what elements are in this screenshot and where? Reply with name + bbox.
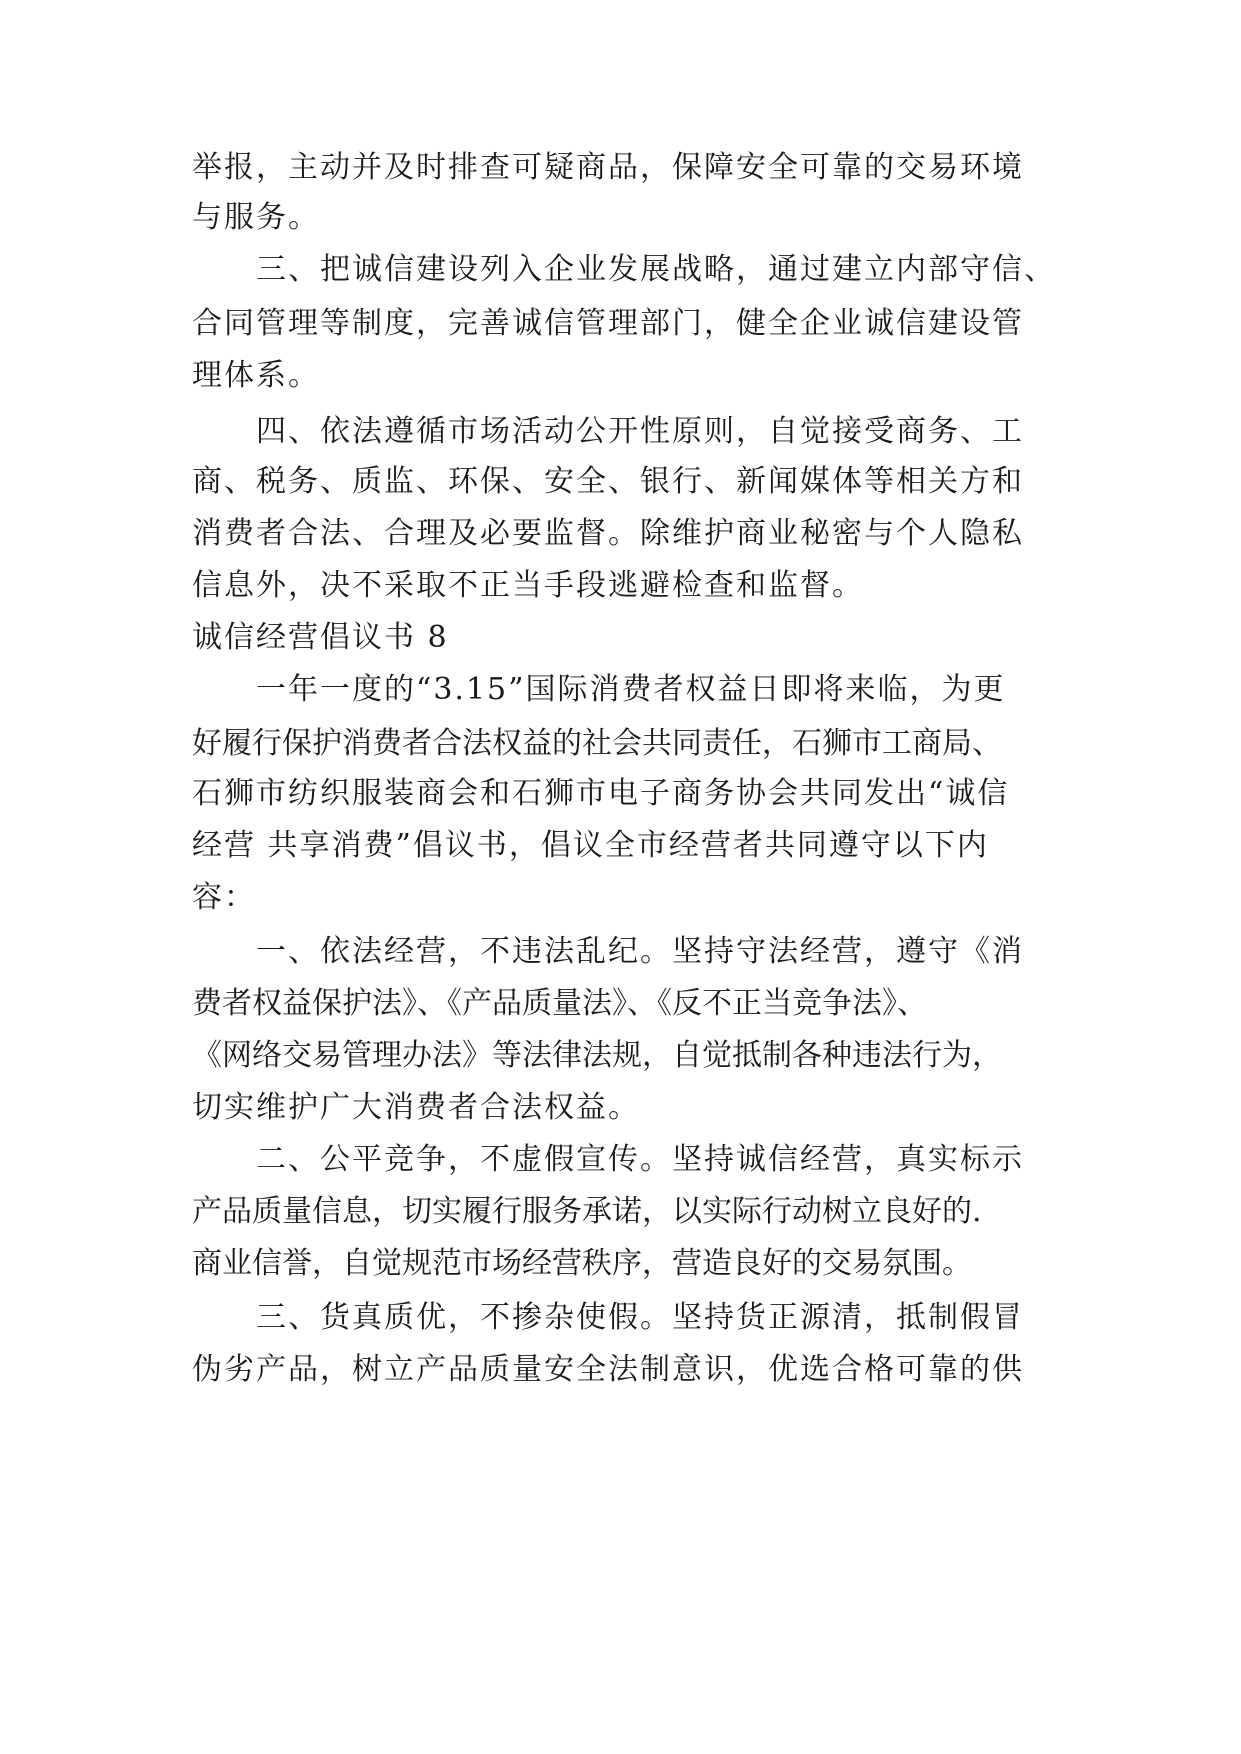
paragraph-line: 石狮市纺织服装商会和石狮市电子商务协会共同发出“诚信 bbox=[192, 776, 1010, 811]
paragraph-line: 消费者合法、合理及必要监督。除维护商业秘密与个人隐私 bbox=[192, 516, 1024, 551]
paragraph-line: 好履行保护消费者合法权益的社会共同责任，石狮市工商局、 bbox=[192, 726, 1002, 761]
paragraph-line: 三、把诚信建设列入企业发展战略，通过建立内部守信、 bbox=[256, 252, 1056, 287]
paragraph-line: 费者权益保护法》、《产品质量法》、《反不正当竞争法》、 bbox=[192, 986, 927, 1021]
paragraph-line: 合同管理等制度，完善诚信管理部门，健全企业诚信建设管 bbox=[192, 306, 1024, 341]
paragraph-line: 经营 共享消费”倡议书，倡议全市经营者共同遵守以下内 bbox=[192, 828, 989, 863]
paragraph-line: 一、依法经营，不违法乱纪。坚持守法经营，遵守《消 bbox=[256, 934, 1024, 969]
paragraph-line: 切实维护广大消费者合法权益。 bbox=[192, 1090, 640, 1125]
paragraph-line: 三、货真质优，不掺杂使假。坚持货正源清，抵制假冒 bbox=[256, 1300, 1024, 1335]
paragraph-line: 举报，主动并及时排查可疑商品，保障安全可靠的交易环境 bbox=[192, 150, 1024, 185]
paragraph-line: 伪劣产品，树立产品质量安全法制意识，优选合格可靠的供 bbox=[192, 1352, 1024, 1387]
section-title: 诚信经营倡议书 8 bbox=[192, 620, 449, 655]
paragraph-line: 二、公平竞争，不虚假宣传。坚持诚信经营，真实标示 bbox=[256, 1142, 1024, 1177]
paragraph-line: 信息外，决不采取不正当手段逃避检查和监督。 bbox=[192, 568, 864, 603]
paragraph-line: 容： bbox=[192, 880, 256, 915]
paragraph-line: 一年一度的“3.15”国际消费者权益日即将来临，为更 bbox=[256, 672, 1006, 707]
paragraph-line: 《网络交易管理办法》等法律法规，自觉抵制各种违法行为， bbox=[192, 1038, 1002, 1073]
paragraph-line: 与服务。 bbox=[192, 200, 320, 235]
paragraph-line: 四、依法遵循市场活动公开性原则，自觉接受商务、工 bbox=[256, 414, 1024, 449]
paragraph-line: 产品质量信息，切实履行服务承诺，以实际行动树立良好的. bbox=[192, 1194, 982, 1229]
paragraph-line: 商业信誉，自觉规范市场经营秩序，营造良好的交易氛围。 bbox=[192, 1246, 972, 1281]
paragraph-line: 理体系。 bbox=[192, 358, 320, 393]
paragraph-line: 商、税务、质监、环保、安全、银行、新闻媒体等相关方和 bbox=[192, 464, 1024, 499]
